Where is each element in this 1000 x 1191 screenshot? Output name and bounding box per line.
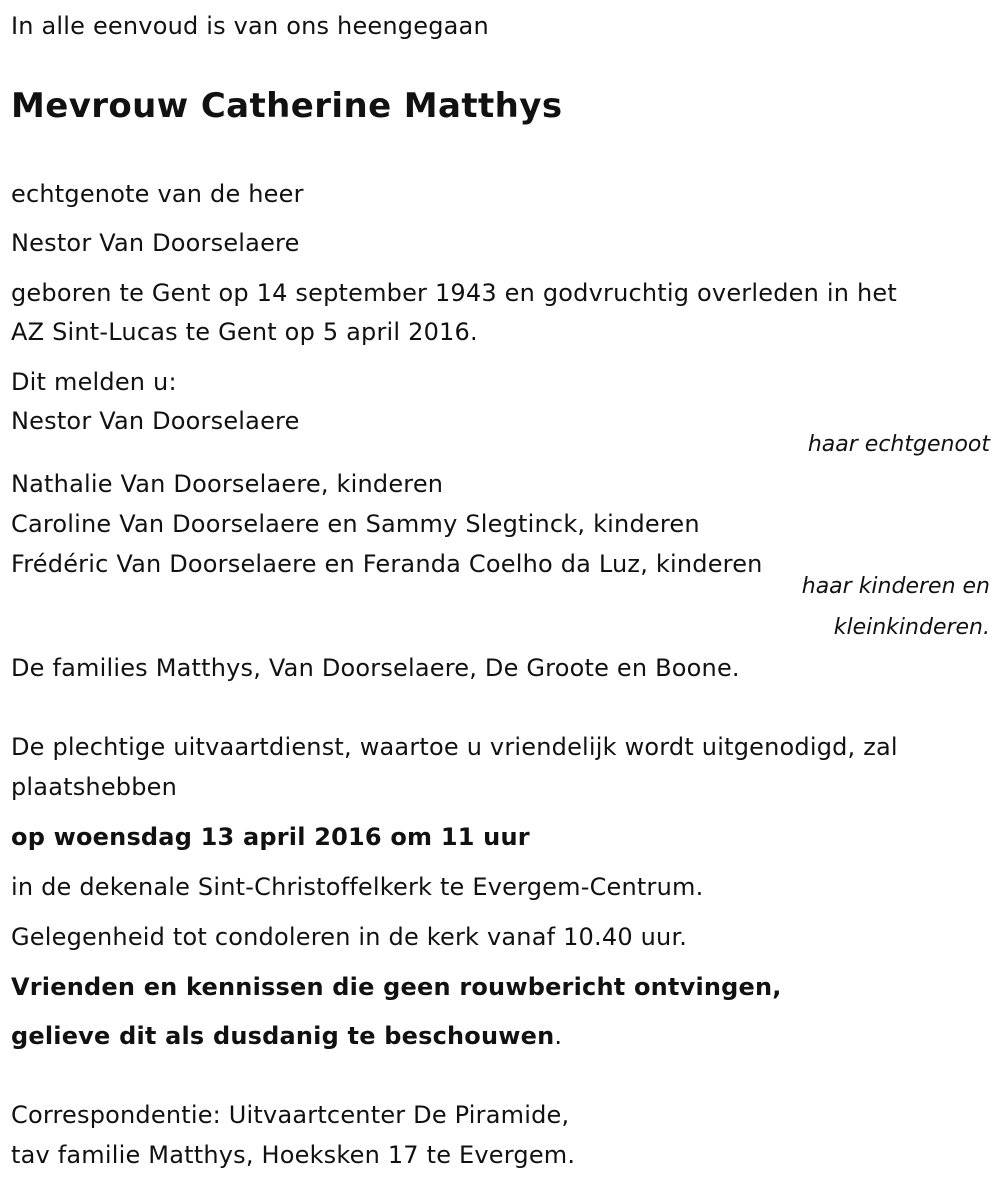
spouse-intro: echtgenote van de heer bbox=[11, 180, 304, 208]
notice-line-2 bbox=[11, 1016, 562, 1056]
children-role-line-1: haar kinderen en bbox=[801, 574, 990, 599]
birth-death-line-2: AZ Sint-Lucas te Gent op 5 april 2016. bbox=[11, 318, 478, 346]
ceremony-place: in de dekenale Sint-Christoffelkerk te Evergem-Centrum. bbox=[11, 873, 704, 901]
families: De families Matthys, Van Doorselaere, De Groote en Boone. bbox=[11, 654, 740, 682]
notice-line-1: Vrienden en kennissen die geen rouwbericht ontvingen, bbox=[11, 973, 782, 1001]
correspondence-line-2: tav familie Matthys, Hoeksken 17 te Evergem. bbox=[11, 1141, 576, 1169]
ceremony-date: op woensdag 13 april 2016 om 11 uur bbox=[11, 823, 530, 851]
children-role-line-2: kleinkinderen. bbox=[833, 615, 990, 640]
child-line-3: Frédéric Van Doorselaere en Feranda Coelho da Luz, kinderen bbox=[11, 550, 763, 578]
deceased-name: Mevrouw Catherine Matthys bbox=[11, 86, 563, 126]
birth-death-line-1: geboren te Gent op 14 september 1943 en godvruchtig overleden in het bbox=[11, 279, 897, 307]
announcers-intro: Dit melden u: bbox=[11, 368, 177, 396]
notice-line-2-end: . bbox=[554, 1022, 563, 1050]
ceremony-line-2: plaatshebben bbox=[11, 773, 178, 801]
spouse-name: Nestor Van Doorselaere bbox=[11, 229, 300, 257]
correspondence-line-1: Correspondentie: Uitvaartcenter De Piramide, bbox=[11, 1101, 570, 1129]
ceremony-line-1: De plechtige uitvaartdienst, waartoe u vriendelijk wordt uitgenodigd, zal bbox=[11, 733, 898, 761]
spouse-role: haar echtgenoot bbox=[807, 432, 990, 457]
announcer-spouse: Nestor Van Doorselaere bbox=[11, 407, 300, 435]
intro-text: In alle eenvoud is van ons heengegaan bbox=[11, 12, 489, 40]
notice-line-2-bold: gelieve dit als dusdanig te beschouwen bbox=[11, 1022, 555, 1050]
child-line-2: Caroline Van Doorselaere en Sammy Slegtinck, kinderen bbox=[11, 510, 700, 538]
condolences: Gelegenheid tot condoleren in de kerk vanaf 10.40 uur. bbox=[11, 923, 688, 951]
child-line-1: Nathalie Van Doorselaere, kinderen bbox=[11, 470, 444, 498]
